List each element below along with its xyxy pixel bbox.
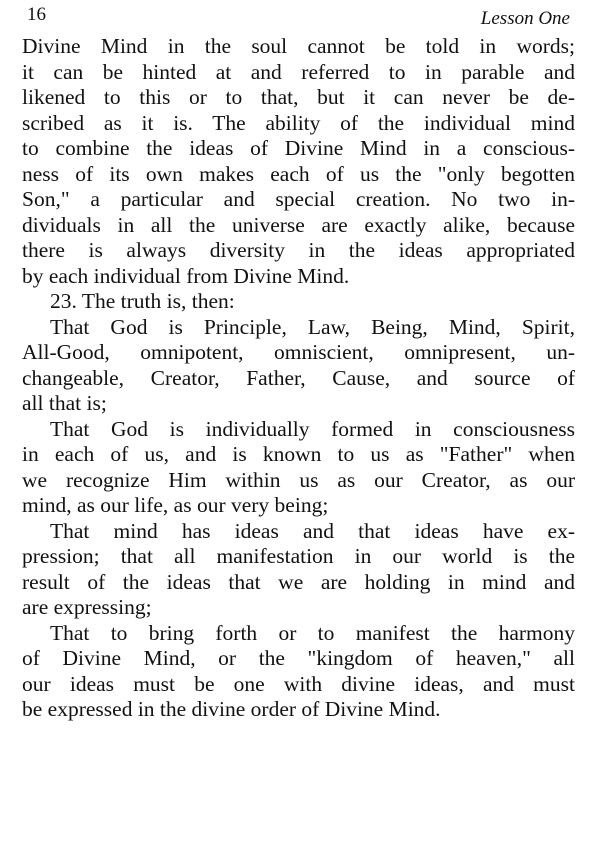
text-line: by each individual from Divine Mind. bbox=[22, 263, 350, 288]
text-line: That to bring forth or to manifest the harmony bbox=[50, 620, 575, 645]
text-line: be expressed in the divine order of Divine Mind. bbox=[22, 697, 441, 721]
page-number: 16 bbox=[27, 4, 46, 25]
text-line: Son," a particular and special creation. No two in- bbox=[22, 187, 575, 211]
text-line: changeable, Creator, Father, Cause, and source of bbox=[22, 365, 575, 390]
text-line: there is always diversity in the ideas appropriated bbox=[22, 238, 575, 262]
text-line: we recognize Him within us as our Creator, as our bbox=[22, 467, 575, 492]
text-line: That God is individually formed in consciousness bbox=[50, 416, 575, 441]
text-line: all that is; bbox=[22, 391, 107, 415]
text-line: in each of us, and is known to us as "Father" when bbox=[22, 442, 575, 466]
text-line: are expressing; bbox=[22, 595, 152, 619]
text-line: 23. The truth is, then: bbox=[50, 289, 235, 313]
text-line: Divine Mind in the soul cannot be told in words; bbox=[22, 34, 575, 58]
body-text bbox=[22, 34, 575, 723]
text-line: All-Good, omnipotent, omniscient, omnipresent, un- bbox=[22, 340, 575, 364]
text-line: likened to this or to that, but it can never be de- bbox=[22, 85, 575, 109]
text-line: it can be hinted at and referred to in parable and bbox=[22, 59, 575, 84]
text-line: dividuals in all the universe are exactly alike, because bbox=[22, 212, 575, 237]
text-line: of Divine Mind, or the "kingdom of heaven," all bbox=[22, 646, 575, 670]
running-head: Lesson One bbox=[480, 8, 570, 29]
text-line: result of the ideas that we are holding in mind and bbox=[22, 569, 575, 594]
text-line: to combine the ideas of Divine Mind in a conscious- bbox=[22, 136, 575, 160]
text-line: That mind has ideas and that ideas have ex- bbox=[50, 518, 575, 543]
text-line: That God is Principle, Law, Being, Mind, Spirit, bbox=[50, 314, 575, 339]
text-line: mind, as our life, as our very being; bbox=[22, 493, 329, 517]
text-line: our ideas must be one with divine ideas, and must bbox=[22, 671, 575, 696]
text-line: pression; that all manifestation in our world is the bbox=[22, 544, 575, 568]
text-line: scribed as it is. The ability of the individual mind bbox=[22, 110, 575, 135]
text-line: ness of its own makes each of us the "only begotten bbox=[22, 161, 575, 186]
